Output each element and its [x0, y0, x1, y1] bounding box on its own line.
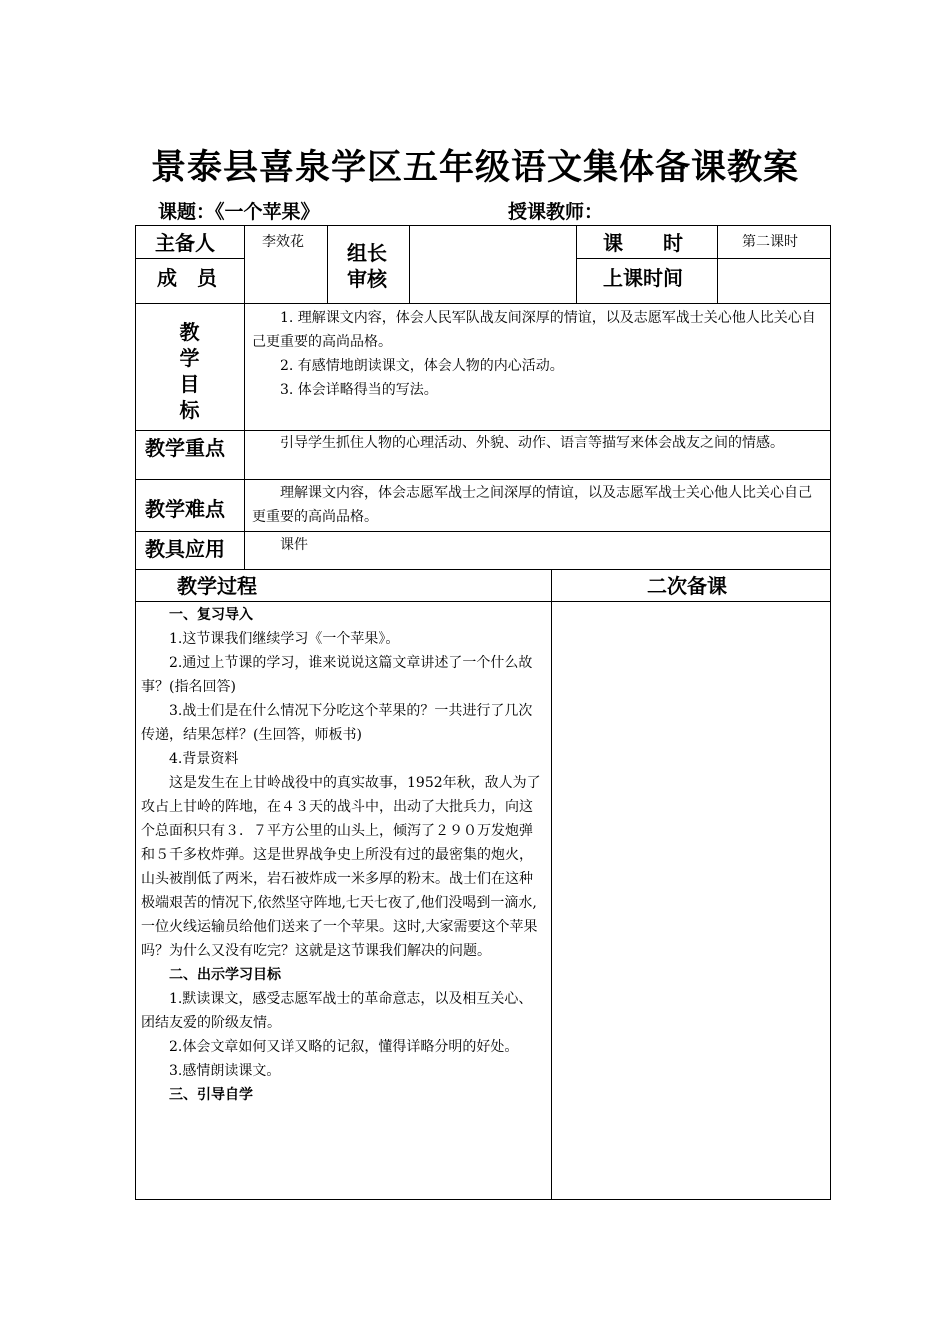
lead-label: 主备人: [155, 231, 215, 255]
members-label: 成 员: [157, 266, 217, 290]
goals-label-char: 目: [179, 372, 200, 396]
lesson-plan-table: [135, 225, 831, 1200]
document-title: 景泰县喜泉学区五年级语文集体备课教案: [150, 148, 799, 188]
rule: [576, 258, 831, 259]
process-item: 2.体会文章如何又详又略的记叙，懂得详略分明的好处。: [169, 1039, 519, 1055]
rule: [409, 225, 410, 303]
rule: [717, 225, 718, 303]
tools-text: 课件: [280, 537, 308, 553]
rule: [135, 531, 831, 532]
goal-item: 2. 有感情地朗读课文，体会人物的内心活动。: [280, 358, 564, 374]
goals-list: [252, 306, 824, 402]
rule: [135, 303, 831, 304]
rule: [576, 225, 577, 303]
review-label-line1: 组长: [347, 241, 387, 265]
rule: [135, 479, 831, 480]
rule: [135, 258, 245, 259]
second-prep-header: 二次备课: [647, 574, 727, 598]
process-header: 教学过程: [177, 574, 257, 598]
process-body: [141, 603, 545, 1107]
section-heading: 一、复习导入: [169, 607, 253, 623]
teacher-line: 授课教师：: [508, 201, 604, 223]
review-label: [347, 240, 387, 292]
key-points-label: 教学重点: [145, 436, 225, 460]
rule: [135, 601, 831, 602]
process-item: 1.这节课我们继续学习《一个苹果》。: [169, 631, 400, 647]
class-time-label: 上课时间: [603, 266, 683, 290]
rule: [830, 225, 831, 1200]
tools-label: 教具应用: [145, 537, 225, 561]
review-label-line2: 审核: [347, 267, 387, 291]
background-text: 这是发生在上甘岭战役中的真实故事，1952年秋，敌人为了攻占上甘岭的阵地，在４３天的战斗中，出动了大批兵力，向这个总面积只有３．７平方公里的山头上，倾泻了２９０万发炮弹和５千多枚炸弹。这是世界战争史上所没有过的最密集的炮火，山头被削低了两米，岩石被炸成一米多厚的粉末。战士们在这种极端艰苦的情况下,依然坚守阵地,七天七夜了,他们没喝到一滴水,一位火线运输员给他们送来了一个苹果。这时,大家需要这个苹果吗？为什么又没有吃完？这就是这节课我们解决的问题。: [141, 775, 541, 959]
goal-item: 3. 体会详略得当的写法。: [280, 382, 438, 398]
goals-label-char: 标: [179, 398, 200, 422]
process-item: 3.感情朗读课文。: [169, 1063, 281, 1079]
period-value: 第二课时: [742, 234, 798, 250]
process-item: 2.通过上节课的学习，谁来说说这篇文章讲述了一个什么故事？(指名回答): [141, 655, 533, 695]
period-label: 课 时: [603, 231, 683, 255]
process-item: 3.战士们是在什么情况下分吃这个苹果的？一共进行了几次传递，结果怎样？(生回答，师板书): [141, 703, 533, 743]
difficulties-label: 教学难点: [145, 497, 225, 521]
goal-item: 1. 理解课文内容，体会人民军队战友间深厚的情谊，以及志愿军战士关心他人比关心自己更重要的高尚品格。: [252, 310, 816, 350]
difficulties-text: 理解课文内容，体会志愿军战士之间深厚的情谊，以及志愿军战士关心他人比关心自己更重要的高尚品格。: [252, 485, 812, 525]
process-item: 4.背景资料: [169, 751, 239, 767]
rule: [135, 1199, 831, 1200]
rule: [135, 225, 831, 226]
lead-value: 李效花: [262, 234, 304, 250]
goals-label-char: 教: [179, 320, 200, 344]
rule: [327, 225, 328, 303]
key-points-text: 引导学生抓住人物的心理活动、外貌、动作、语言等描写来体会战友之间的情感。: [280, 435, 784, 451]
process-item: 1.默读课文，感受志愿军战士的革命意志，以及相互关心、团结友爱的阶级友情。: [141, 991, 533, 1031]
section-heading: 三、引导自学: [169, 1087, 253, 1103]
rule: [551, 569, 552, 1200]
goals-label-char: 学: [179, 346, 200, 370]
topic-line: 课题：《一个苹果》: [158, 201, 320, 223]
rule: [244, 225, 245, 569]
goals-label: [135, 319, 244, 423]
section-heading: 二、出示学习目标: [169, 967, 281, 983]
